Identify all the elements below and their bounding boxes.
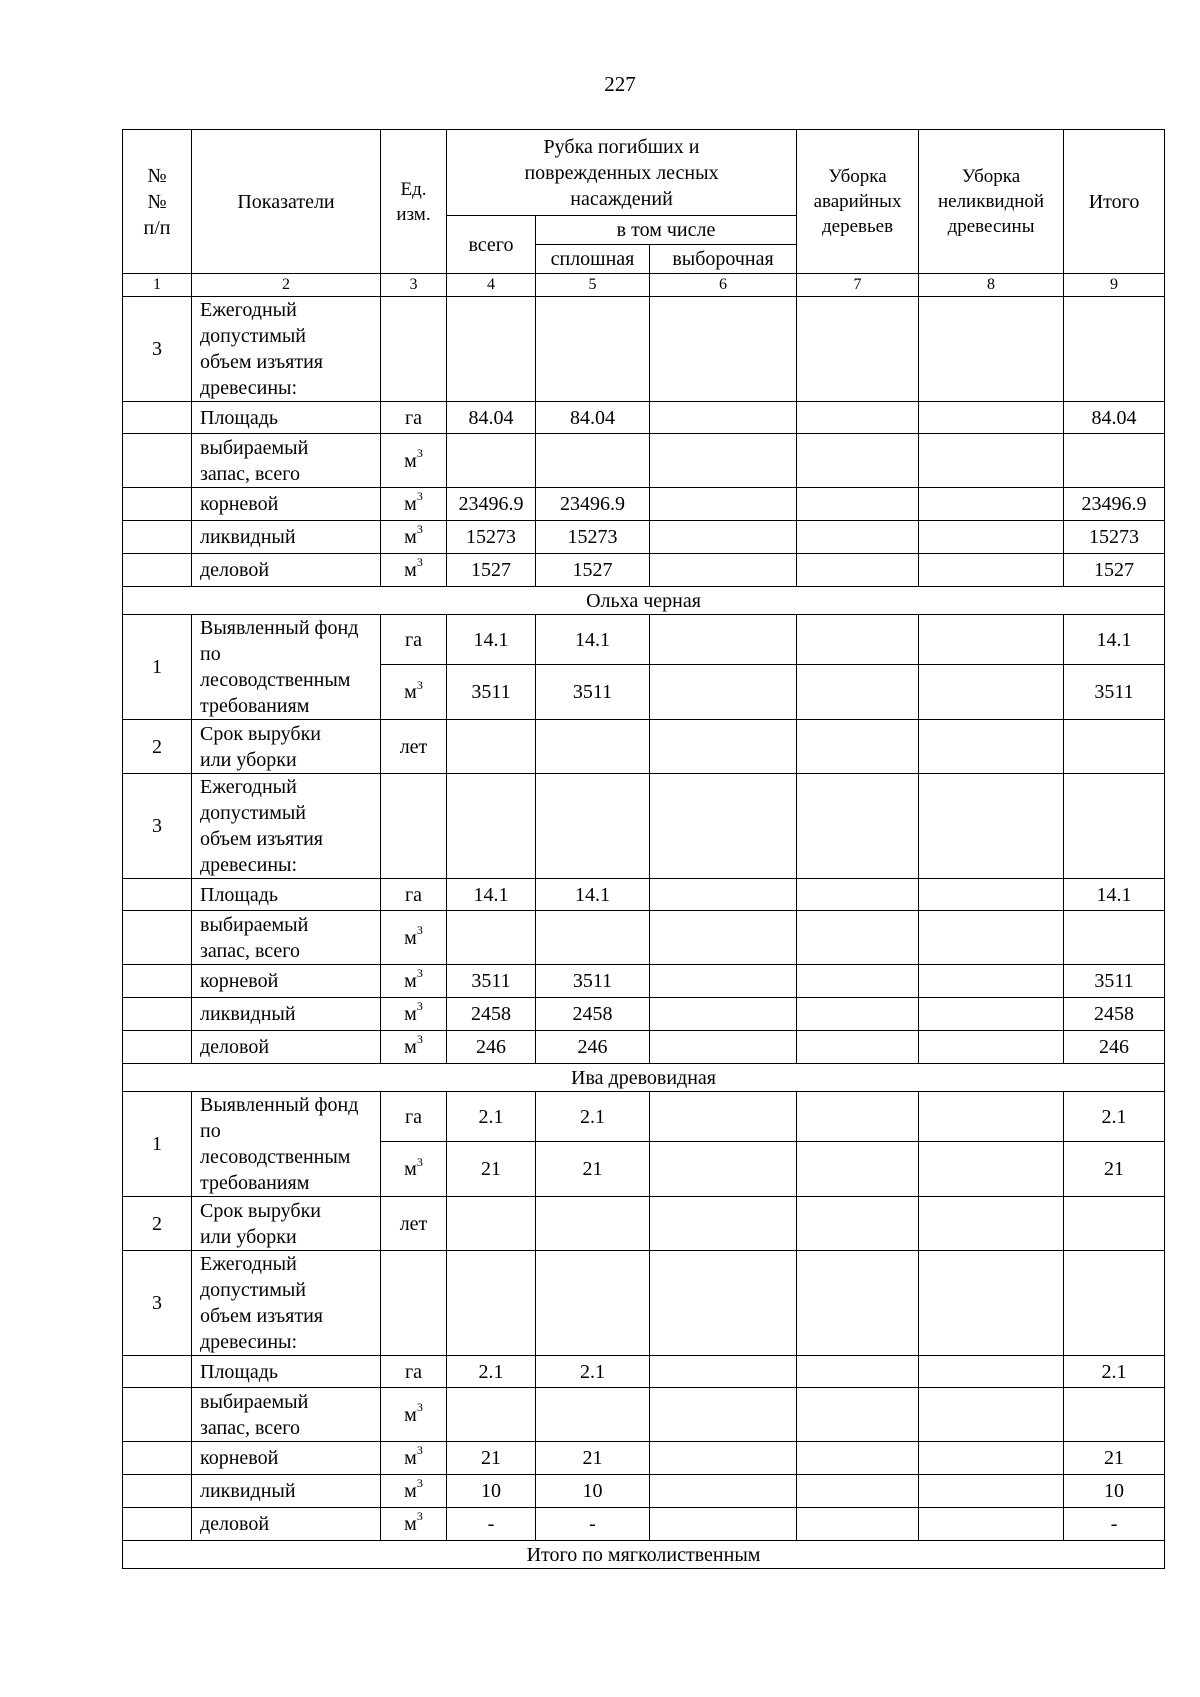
table-row <box>123 1251 1165 1356</box>
value-cell: 23496.9 <box>447 488 536 521</box>
table-row <box>123 1388 1165 1442</box>
indicator-label: Выявленный фонд по лесоводственным требованиям <box>192 615 381 720</box>
column-number-row <box>123 274 1165 297</box>
header-emergency-trees: Уборка аварийных деревьев <box>797 130 919 274</box>
unit-exponent: 3 <box>416 1443 423 1458</box>
unit-text: м <box>404 1003 417 1025</box>
unit-exponent: 3 <box>416 445 423 460</box>
indicator-label: выбираемый запас, всего <box>192 1388 381 1442</box>
value-cell: 15273 <box>1064 521 1165 554</box>
column-number: 5 <box>536 274 650 297</box>
unit-cell <box>381 521 447 554</box>
indicator-label: Ежегодный допустимый объем изъятия древесины: <box>192 297 381 402</box>
table-row <box>123 615 1165 665</box>
indicator-label: Ежегодный допустимый объем изъятия древесины: <box>192 1251 381 1356</box>
table-row <box>123 434 1165 488</box>
row-number: 2 <box>123 1197 192 1251</box>
unit-cell <box>381 965 447 998</box>
unit-cell: лет <box>381 720 447 774</box>
value-cell: 3511 <box>447 665 536 720</box>
indicator-label: ликвидный <box>192 521 381 554</box>
value-cell: 2458 <box>536 998 650 1031</box>
value-cell: 2.1 <box>447 1092 536 1142</box>
unit-exponent: 3 <box>416 999 423 1014</box>
unit-cell <box>381 434 447 488</box>
table-row <box>123 1092 1165 1142</box>
section-row <box>123 1541 1165 1569</box>
unit-cell: га <box>381 879 447 911</box>
unit-exponent: 3 <box>416 555 423 570</box>
unit-cell: лет <box>381 1197 447 1251</box>
unit-exponent: 3 <box>416 522 423 537</box>
unit-cell: га <box>381 1356 447 1388</box>
header-all: всего <box>447 216 536 274</box>
unit-cell: га <box>381 402 447 434</box>
value-cell: 14.1 <box>447 615 536 665</box>
unit-text: м <box>404 526 417 548</box>
table-row <box>123 1356 1165 1388</box>
unit-cell <box>381 911 447 965</box>
value-cell: 21 <box>1064 1442 1165 1475</box>
value-cell: 1527 <box>447 554 536 587</box>
value-cell: 84.04 <box>536 402 650 434</box>
value-cell: 14.1 <box>447 879 536 911</box>
unit-text: м <box>404 926 417 949</box>
indicator-label: Площадь <box>192 879 381 911</box>
row-number: 1 <box>123 615 192 720</box>
indicator-label: корневой <box>192 488 381 521</box>
table-row <box>123 774 1165 879</box>
unit-exponent: 3 <box>416 1476 423 1491</box>
unit-cell <box>381 1031 447 1064</box>
unit-text: м <box>404 681 417 704</box>
table-row <box>123 297 1165 402</box>
value-cell: 3511 <box>536 665 650 720</box>
column-number: 1 <box>123 274 192 297</box>
indicator-label: выбираемый запас, всего <box>192 434 381 488</box>
value-cell: 21 <box>1064 1142 1165 1197</box>
value-cell: 1527 <box>536 554 650 587</box>
value-cell: 14.1 <box>536 879 650 911</box>
column-number: 4 <box>447 274 536 297</box>
unit-exponent: 3 <box>416 1399 423 1414</box>
section-title: Итого по мягколиственным <box>123 1541 1165 1569</box>
unit-cell <box>381 1442 447 1475</box>
page-number: 227 <box>604 72 636 96</box>
table-row <box>123 965 1165 998</box>
value-cell: 3511 <box>1064 965 1165 998</box>
value-cell: 246 <box>536 1031 650 1064</box>
unit-cell <box>381 1388 447 1442</box>
table-row <box>123 998 1165 1031</box>
indicator-label: деловой <box>192 554 381 587</box>
column-number: 7 <box>797 274 919 297</box>
unit-cell <box>381 665 447 720</box>
unit-exponent: 3 <box>416 1154 423 1169</box>
value-cell: 2.1 <box>536 1092 650 1142</box>
unit-exponent: 3 <box>416 1032 423 1047</box>
value-cell: 2.1 <box>1064 1356 1165 1388</box>
unit-text: м <box>404 1447 417 1469</box>
value-cell: 21 <box>536 1442 650 1475</box>
unit-text: м <box>404 449 417 472</box>
value-cell: 10 <box>447 1475 536 1508</box>
table-row <box>123 879 1165 911</box>
header-number: № № п/п <box>123 130 192 274</box>
column-number: 6 <box>650 274 797 297</box>
unit-text: м <box>404 1158 417 1181</box>
table-row <box>123 521 1165 554</box>
indicator-label: корневой <box>192 1442 381 1475</box>
unit-exponent: 3 <box>416 1509 423 1524</box>
unit-exponent: 3 <box>416 922 423 937</box>
table-row <box>123 1508 1165 1541</box>
table-row <box>123 554 1165 587</box>
harvest-table <box>122 129 1165 1569</box>
table-row <box>123 1442 1165 1475</box>
header-total: Итого <box>1064 130 1165 274</box>
unit-cell: га <box>381 615 447 665</box>
value-cell: 2.1 <box>447 1356 536 1388</box>
value-cell: 84.04 <box>1064 402 1165 434</box>
header-felling-group: Рубка погибших и поврежденных лесных насаждений <box>447 130 797 216</box>
unit-cell <box>381 1475 447 1508</box>
column-number: 8 <box>919 274 1064 297</box>
table-row <box>123 402 1165 434</box>
row-number: 2 <box>123 720 192 774</box>
value-cell: - <box>447 1508 536 1541</box>
value-cell: 84.04 <box>447 402 536 434</box>
unit-cell <box>381 1508 447 1541</box>
value-cell: 2.1 <box>536 1356 650 1388</box>
header-including: в том числе <box>536 216 797 245</box>
indicator-label: деловой <box>192 1508 381 1541</box>
header-indicators: Показатели <box>192 130 381 274</box>
unit-cell <box>381 998 447 1031</box>
unit-cell <box>381 554 447 587</box>
header-unit: Ед. изм. <box>381 130 447 274</box>
indicator-label: Срок вырубки или уборки <box>192 720 381 774</box>
section-title: Ольха черная <box>123 587 1165 615</box>
value-cell: 2458 <box>1064 998 1165 1031</box>
unit-cell <box>381 1142 447 1197</box>
value-cell: 10 <box>536 1475 650 1508</box>
column-number: 3 <box>381 274 447 297</box>
value-cell: 15273 <box>536 521 650 554</box>
value-cell: 3511 <box>1064 665 1165 720</box>
value-cell: 2.1 <box>1064 1092 1165 1142</box>
unit-text: м <box>404 559 417 581</box>
row-number: 3 <box>123 774 192 879</box>
indicator-label: Площадь <box>192 1356 381 1388</box>
indicator-label: Выявленный фонд по лесоводственным требованиям <box>192 1092 381 1197</box>
row-number: 3 <box>123 1251 192 1356</box>
value-cell: 10 <box>1064 1475 1165 1508</box>
unit-text: м <box>404 1513 417 1535</box>
unit-cell: га <box>381 1092 447 1142</box>
table-row <box>123 720 1165 774</box>
table-row <box>123 1031 1165 1064</box>
table-row <box>123 1197 1165 1251</box>
value-cell: 23496.9 <box>536 488 650 521</box>
indicator-label: выбираемый запас, всего <box>192 911 381 965</box>
column-number: 2 <box>192 274 381 297</box>
indicator-label: ликвидный <box>192 998 381 1031</box>
value-cell: 246 <box>447 1031 536 1064</box>
header-selective: выборочная <box>650 245 797 274</box>
value-cell: 3511 <box>536 965 650 998</box>
value-cell: - <box>1064 1508 1165 1541</box>
table-row <box>123 1475 1165 1508</box>
value-cell: - <box>536 1508 650 1541</box>
value-cell: 14.1 <box>536 615 650 665</box>
value-cell: 21 <box>447 1442 536 1475</box>
value-cell: 2458 <box>447 998 536 1031</box>
indicator-label: Срок вырубки или уборки <box>192 1197 381 1251</box>
row-number: 3 <box>123 297 192 402</box>
section-row <box>123 1064 1165 1092</box>
section-row <box>123 587 1165 615</box>
unit-exponent: 3 <box>416 489 423 504</box>
value-cell: 15273 <box>447 521 536 554</box>
value-cell: 14.1 <box>1064 615 1165 665</box>
unit-text: м <box>404 1480 417 1502</box>
indicator-label: деловой <box>192 1031 381 1064</box>
unit-cell <box>381 488 447 521</box>
value-cell: 3511 <box>447 965 536 998</box>
unit-exponent: 3 <box>416 966 423 981</box>
indicator-label: Ежегодный допустимый объем изъятия древесины: <box>192 774 381 879</box>
unit-text: м <box>404 493 417 515</box>
table-row <box>123 488 1165 521</box>
table-row <box>123 911 1165 965</box>
column-number: 9 <box>1064 274 1165 297</box>
indicator-label: ликвидный <box>192 1475 381 1508</box>
value-cell: 23496.9 <box>1064 488 1165 521</box>
indicator-label: Площадь <box>192 402 381 434</box>
value-cell: 1527 <box>1064 554 1165 587</box>
unit-text: м <box>404 1036 417 1058</box>
row-number: 1 <box>123 1092 192 1197</box>
value-cell: 246 <box>1064 1031 1165 1064</box>
header-continuous: сплошная <box>536 245 650 274</box>
unit-text: м <box>404 1403 417 1426</box>
indicator-label: корневой <box>192 965 381 998</box>
value-cell: 14.1 <box>1064 879 1165 911</box>
value-cell: 21 <box>536 1142 650 1197</box>
section-title: Ива древовидная <box>123 1064 1165 1092</box>
value-cell: 21 <box>447 1142 536 1197</box>
unit-exponent: 3 <box>416 677 423 692</box>
header-illiquid-wood: Уборка неликвидной древесины <box>919 130 1064 274</box>
unit-text: м <box>404 970 417 992</box>
